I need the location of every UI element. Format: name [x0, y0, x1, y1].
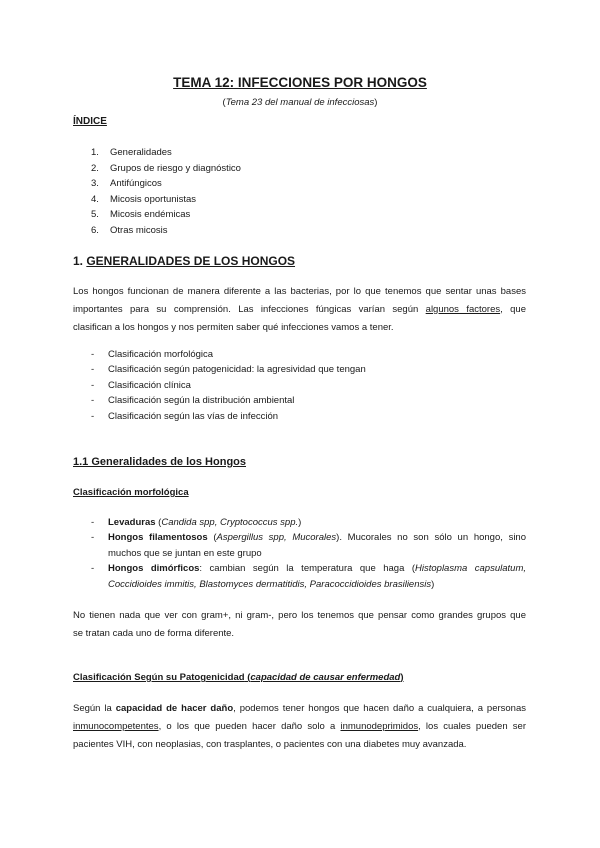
- index-item: 2. Grupos de riesgo y diagnóstico: [91, 162, 241, 174]
- list-item-dimorficos: - Hongos dimórficos: cambian según la temperatura que haga (Histoplasma capsulatum, Coccidioides immitis, Blastomyces dermatitidis, Paracoccidioides brasiliensis): [91, 561, 526, 592]
- fungi-types-list: [91, 515, 526, 592]
- index-item: 5. Micosis endémicas: [91, 209, 191, 221]
- list-item: - Clasificación clínica: [91, 378, 366, 393]
- list-item: - Clasificación según las vías de infección: [91, 409, 366, 424]
- factors-list: [91, 347, 366, 424]
- index-item: 1. Generalidades: [91, 147, 172, 158]
- section-1-1-heading: 1.1 Generalidades de los Hongos: [73, 456, 246, 468]
- section-1-heading: 1. GENERALIDADES DE LOS HONGOS: [73, 254, 296, 268]
- page-title: TEMA 12: INFECCIONES POR HONGOS: [173, 75, 427, 90]
- index-item: 6. Otras micosis: [91, 224, 168, 236]
- gram-paragraph: No tienen nada que ver con gram+, ni gram-, pero los tenemos que pensar como grandes grupos que se tratan cada uno de forma diferente.: [73, 610, 526, 639]
- page-subtitle: (Tema 23 del manual de infecciosas): [222, 97, 378, 108]
- morphology-heading: Clasificación morfológica: [73, 487, 189, 498]
- list-item: - Clasificación morfológica: [91, 347, 366, 362]
- pathogenicity-heading: Clasificación Según su Patogenicidad (capacidad de causar enfermedad): [73, 672, 404, 683]
- list-item-filamentosos: - Hongos filamentosos (Aspergillus spp, Mucorales). Mucorales no son sólo un hongo, sino muchos que se juntan en este grupo: [91, 530, 526, 561]
- list-item-levaduras: - Levaduras (Candida spp, Cryptococcus spp.): [91, 515, 526, 530]
- index-item: 3. Antifúngicos: [91, 178, 162, 190]
- list-item: - Clasificación según patogenicidad: la agresividad que tengan: [91, 362, 366, 377]
- index-item: 4. Micosis oportunistas: [91, 193, 197, 205]
- index-list: [91, 145, 241, 239]
- index-heading: ÍNDICE: [73, 116, 107, 127]
- pathogenicity-paragraph: Según la capacidad de hacer daño, podemos tener hongos que hacen daño a cualquiera, a personas inmunocompetentes, o los que pueden hacer daño solo a inmunodeprimidos, los cuales pueden ser pacientes VIH, con neoplasias, con trasplantes, o pacientes con una diabetes muy avanzada.: [73, 703, 527, 750]
- section-1-intro: Los hongos funcionan de manera diferente a las bacterias, por lo que tenemos que sentar unas bases importantes para su comprensión. Las infecciones fúngicas varían según algunos factores, que clasifican a los hongos y nos permiten saber qué infecciones vamos a tener.: [73, 286, 526, 333]
- list-item: - Clasificación según la distribución ambiental: [91, 393, 366, 408]
